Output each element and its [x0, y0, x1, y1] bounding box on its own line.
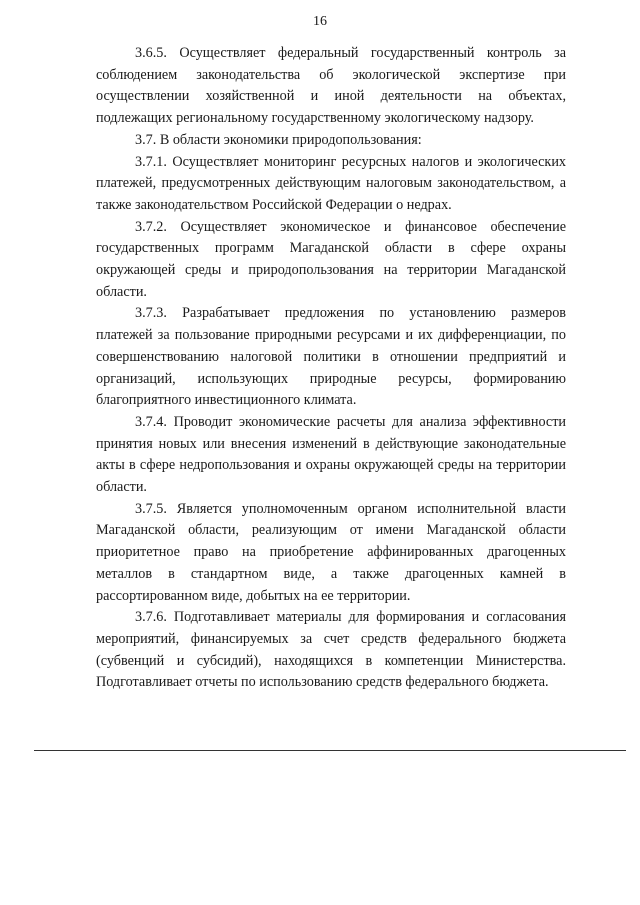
paragraph-3-7-2: 3.7.2. Осуществляет экономическое и финансовое обеспечение государственных программ Магаданской области в сфере охраны окружающей среды и природопользования на территории Магаданской области. — [96, 218, 566, 300]
paragraph-3-7-1: 3.7.1. Осуществляет мониторинг ресурсных налогов и экологических платежей, предусмотренных действующим налоговым законодательством, а также законодательством Российской Федерации о недрах. — [96, 153, 566, 213]
paragraph-3-7: 3.7. В области экономики природопользования: — [135, 131, 422, 148]
paragraph-3-6-5: 3.6.5. Осуществляет федеральный государственный контроль за соблюдением законодательства об экологической экспертизе при осуществлении хозяйственной и иной деятельности на объектах, подлежащих региональному государственному экологическому надзору. — [96, 45, 566, 127]
page-divider-line — [34, 750, 626, 751]
paragraph-3-7-3: 3.7.3. Разрабатывает предложения по установлению размеров платежей за пользование природными ресурсами и их дифференциации, по совершенствованию налоговой политики в отношении предприятий и организаций, использующих природные ресурсы, формированию благоприятного инвестиционного климата. — [96, 305, 566, 409]
document-body — [96, 43, 566, 694]
paragraph-3-7-4: 3.7.4. Проводит экономические расчеты для анализа эффективности принятия новых или внесения изменений в действующие законодательные акты в сфере недропользования и охраны окружающей среды на территории области. — [96, 413, 566, 496]
paragraph-3-7-6: 3.7.6. Подготавливает материалы для формирования и согласования мероприятий, финансируемых за счет средств федерального бюджета (субвенций и субсидий), находящихся в компетенции Министерства. Подготавливает отчеты по использованию средств федерального бюджета. — [96, 609, 566, 691]
paragraph-3-7-5: 3.7.5. Является уполномоченным органом исполнительной власти Магаданской области, реализующим от имени Магаданской области приоритетное право на приобретение аффинированных драгоценных металлов в стандартном виде, а также драгоценных камней в рассортированном виде, добытых на ее территории. — [96, 500, 566, 604]
page-number: 16 — [313, 14, 327, 29]
